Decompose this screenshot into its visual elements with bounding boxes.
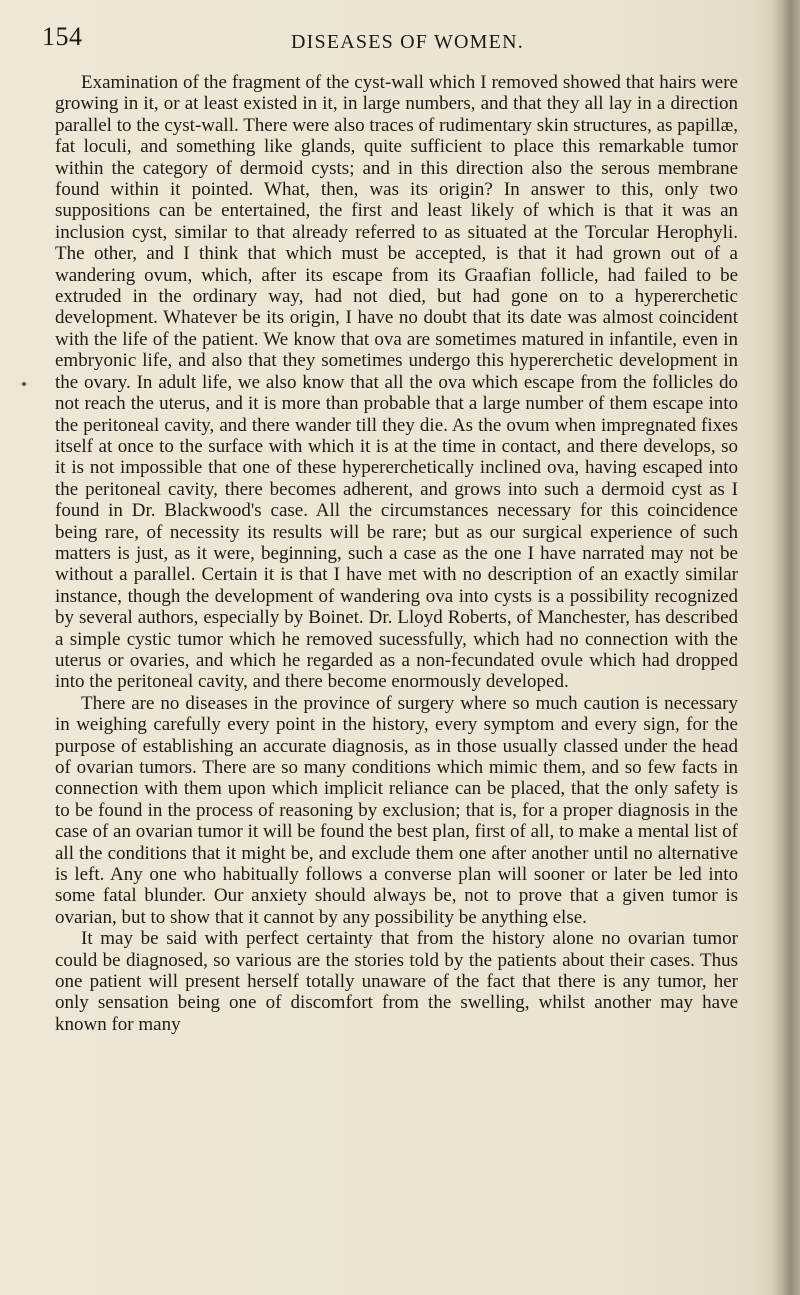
paragraph-2: There are no diseases in the province of surgery where so much caution is necessary in weighing carefully every point in the history, every symptom and every sign, for the purpose of establishing an accurate diagnosis, as in those usually classed under the head of ovarian tumors. There are so many conditions which mimic them, and so few facts in connection with them upon which implicit reliance can be placed, that the only safety is to be found in the process of reasoning by exclusion; that is, for a proper diagnosis in the case of an ovarian tumor it will be found the best plan, first of all, to make a mental list of all the conditions that it might be, and exclude them one after another until no alternative is left. Any one who habitually follows a converse plan will sooner or later be led into some fatal blunder. Our anxiety should always be, not to prove that a given tumor is ovarian, but to show that it cannot by any possibility be anything else. bbox=[55, 692, 738, 928]
paragraph-1: Examination of the fragment of the cyst-wall which I removed showed that hairs were growing in it, or at least existed in it, in large numbers, and that they all lay in a direction parallel to the cyst-wall. There were also traces of rudimentary skin structures, as papillæ, fat loculi, and something like glands, quite sufficient to place this remarkable tumor within the category of dermoid cysts; and in this direction also the serous membrane found within it pointed. What, then, was its origin? In answer to this, only two suppositions can be entertained, the first and least likely of which is that it was an inclusion cyst, similar to that already referred to as situated at the Torcular Herophyli. The other, and I think that which must be accepted, is that it had grown out of a wandering ovum, which, after its escape from its Graafian follicle, had failed to be extruded in the ordinary way, had not died, but had gone on to a hypererchetic development. Whatever be its origin, I have no doubt that its date was almost coincident with the life of the patient. We know that ova are sometimes matured in infantile, even in embryonic life, and also that they sometimes undergo this hypererchetic development in the ovary. In adult life, we also know that all the ova which escape from the follicles do not reach the uterus, and it is more than probable that a large number of them escape into the peritoneal cavity, and there wander till they die. As the ovum when impregnated fixes itself at once to the surface with which it is at the time in contact, and there develops, so it is not impossible that one of these hypererchetically inclined ova, having escaped into the peritoneal cavity, there becomes adherent, and grows into such a dermoid cyst as I found in Dr. Blackwood's case. All the circumstances necessary for this coincidence being rare, of necessity its results will be rare; but as our surgical experience of such matters is just, as it were, beginning, such a case as the one I have narrated may not be without a parallel. Certain it is that I have met with no description of an exactly similar instance, though the development of wandering ova into cysts is a possibility recognized by several authors, especially by Boinet. Dr. Lloyd Roberts, of Manchester, has described a simple cystic tumor which he removed sucessfully, which had no connection with the uterus or ovaries, and which he regarded as a non-fecundated ovule which had dropped into the peritoneal cavity, and there become enormously developed. bbox=[55, 72, 738, 693]
running-head: DISEASES OF WOMEN. bbox=[291, 31, 524, 53]
body-text bbox=[55, 72, 738, 1282]
margin-mark bbox=[22, 382, 26, 386]
page-binding-edge bbox=[772, 0, 800, 1295]
paragraph-3: It may be said with perfect certainty that from the history alone no ovarian tumor could be diagnosed, so various are the stories told by the patients about their cases. Thus one patient will present herself totally unaware of the fact that there is any tumor, her only sensation being one of discomfort from the swelling, whilst another may have known for many bbox=[55, 928, 738, 1035]
page-header bbox=[42, 22, 742, 62]
page-number: 154 bbox=[42, 22, 83, 51]
